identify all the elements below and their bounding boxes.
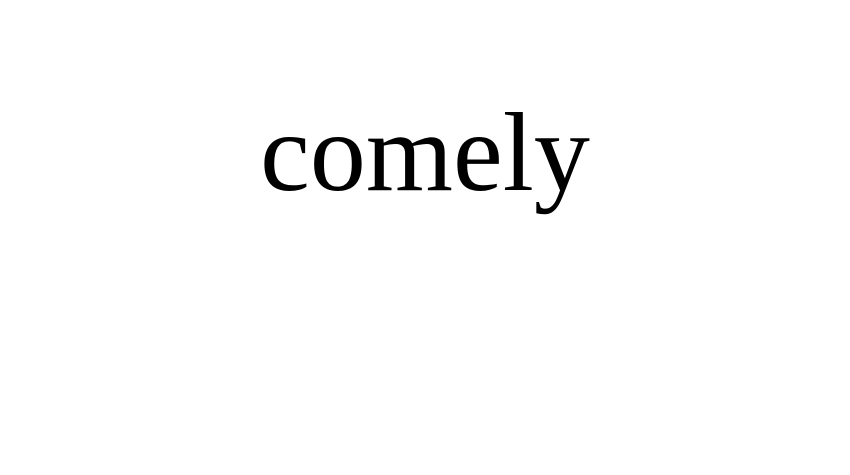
- display-word: comely: [260, 91, 590, 215]
